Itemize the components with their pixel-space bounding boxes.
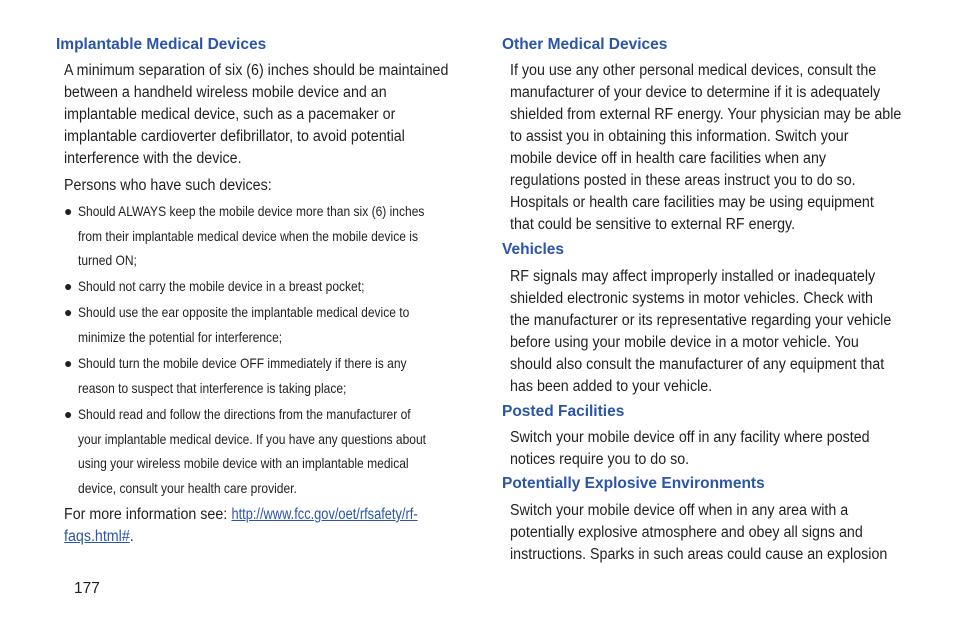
bullet-line: Should not carry the mobile device in a breast pocket; <box>78 278 365 294</box>
text-line: before using your mobile device in a motor vehicle. You <box>510 334 859 351</box>
text-line: that could be sensitive to external RF energy. <box>510 216 796 233</box>
text-line: If you use any other personal medical devices, consult the <box>510 62 877 79</box>
persons-text: Persons who have such devices: <box>64 177 272 194</box>
text-line: A minimum separation of six (6) inches should be maintained <box>64 62 449 79</box>
text-line: shielded electronic systems in motor vehicles. Check with <box>510 290 873 307</box>
other-medical-paragraph <box>510 60 901 236</box>
bullet-line: minimize the potential for interference; <box>78 328 283 345</box>
text-line: notices require you to do so. <box>510 451 690 468</box>
text-line: between a handheld wireless mobile device and an <box>64 84 387 101</box>
bullet-line: Should ALWAYS keep the mobile device more than six (6) inches <box>78 203 425 219</box>
text-line: mobile device off in health care facilities when any <box>510 150 827 167</box>
bullet-line: Should use the ear opposite the implantable medical device to <box>78 304 410 320</box>
more-info-paragraph <box>64 504 438 548</box>
intro-paragraph <box>64 60 448 170</box>
text-line: potentially explosive atmosphere and obey all signs and <box>510 524 863 541</box>
text-line: Switch your mobile device off in any facility where posted <box>510 429 870 446</box>
bullet-line: Should turn the mobile device OFF immediately if there is any <box>78 355 407 371</box>
bullet-icon: ● <box>64 203 73 219</box>
fcc-link-continued[interactable]: faqs.html# <box>64 528 130 545</box>
text-line: manufacturer of your device to determine if it is adequately <box>510 84 881 101</box>
bullet-icon: ● <box>64 278 73 294</box>
persons-paragraph <box>64 175 272 197</box>
text-line: interference with the device. <box>64 150 242 167</box>
vehicles-paragraph <box>510 266 891 398</box>
text-line: regulations posted in these areas instruct you to do so. <box>510 172 856 189</box>
explosive-environments-paragraph <box>510 500 887 566</box>
bullet-line: Should read and follow the directions from the manufacturer of <box>78 406 411 422</box>
more-info-label: For more information see: <box>64 506 232 523</box>
text-line: Switch your mobile device off when in any area with a <box>510 502 849 519</box>
text-line: has been added to your vehicle. <box>510 378 713 395</box>
text-line: Hospitals or health care facilities may be using equipment <box>510 194 874 211</box>
bullet-icon: ● <box>64 355 73 371</box>
text-line: instructions. Sparks in such areas could cause an explosion <box>510 546 888 563</box>
bullet-line: your implantable medical device. If you have any questions about <box>78 430 427 447</box>
text-line: RF signals may affect improperly installed or inadequately <box>510 268 876 285</box>
text-line: should also consult the manufacturer of any equipment that <box>510 356 885 373</box>
page-number: 177 <box>74 580 100 597</box>
heading-implantable-medical-devices: Implantable Medical Devices <box>56 36 267 53</box>
bullet-icon: ● <box>64 406 73 422</box>
bullet-line: device, consult your health care provider. <box>78 479 297 496</box>
heading-vehicles: Vehicles <box>502 241 565 258</box>
text-line: to assist you in obtaining this information. Switch your <box>510 128 849 145</box>
text-line: the manufacturer or its representative regarding your vehicle <box>510 312 892 329</box>
bullet-icon: ● <box>64 304 73 320</box>
bullet-line: turned ON; <box>78 252 137 268</box>
link-suffix: . <box>129 528 134 545</box>
text-line: implantable cardioverter defibrillator, to avoid potential <box>64 128 405 145</box>
fcc-link[interactable]: http://www.fcc.gov/oet/rfsafety/rf- <box>231 506 418 523</box>
bullet-line: from their implantable medical device when the mobile device is <box>78 227 418 244</box>
text-line: implantable medical device, such as a pacemaker or <box>64 106 396 123</box>
text-line: shielded from external RF energy. Your physician may be able <box>510 106 902 123</box>
bullet-line: reason to suspect that interference is taking place; <box>78 379 347 396</box>
heading-posted-facilities: Posted Facilities <box>502 403 625 420</box>
heading-other-medical-devices: Other Medical Devices <box>502 36 668 53</box>
bullet-line: using your wireless mobile device with an implantable medical <box>78 455 409 471</box>
posted-facilities-paragraph <box>510 427 870 471</box>
heading-potentially-explosive-environments: Potentially Explosive Environments <box>502 475 765 492</box>
